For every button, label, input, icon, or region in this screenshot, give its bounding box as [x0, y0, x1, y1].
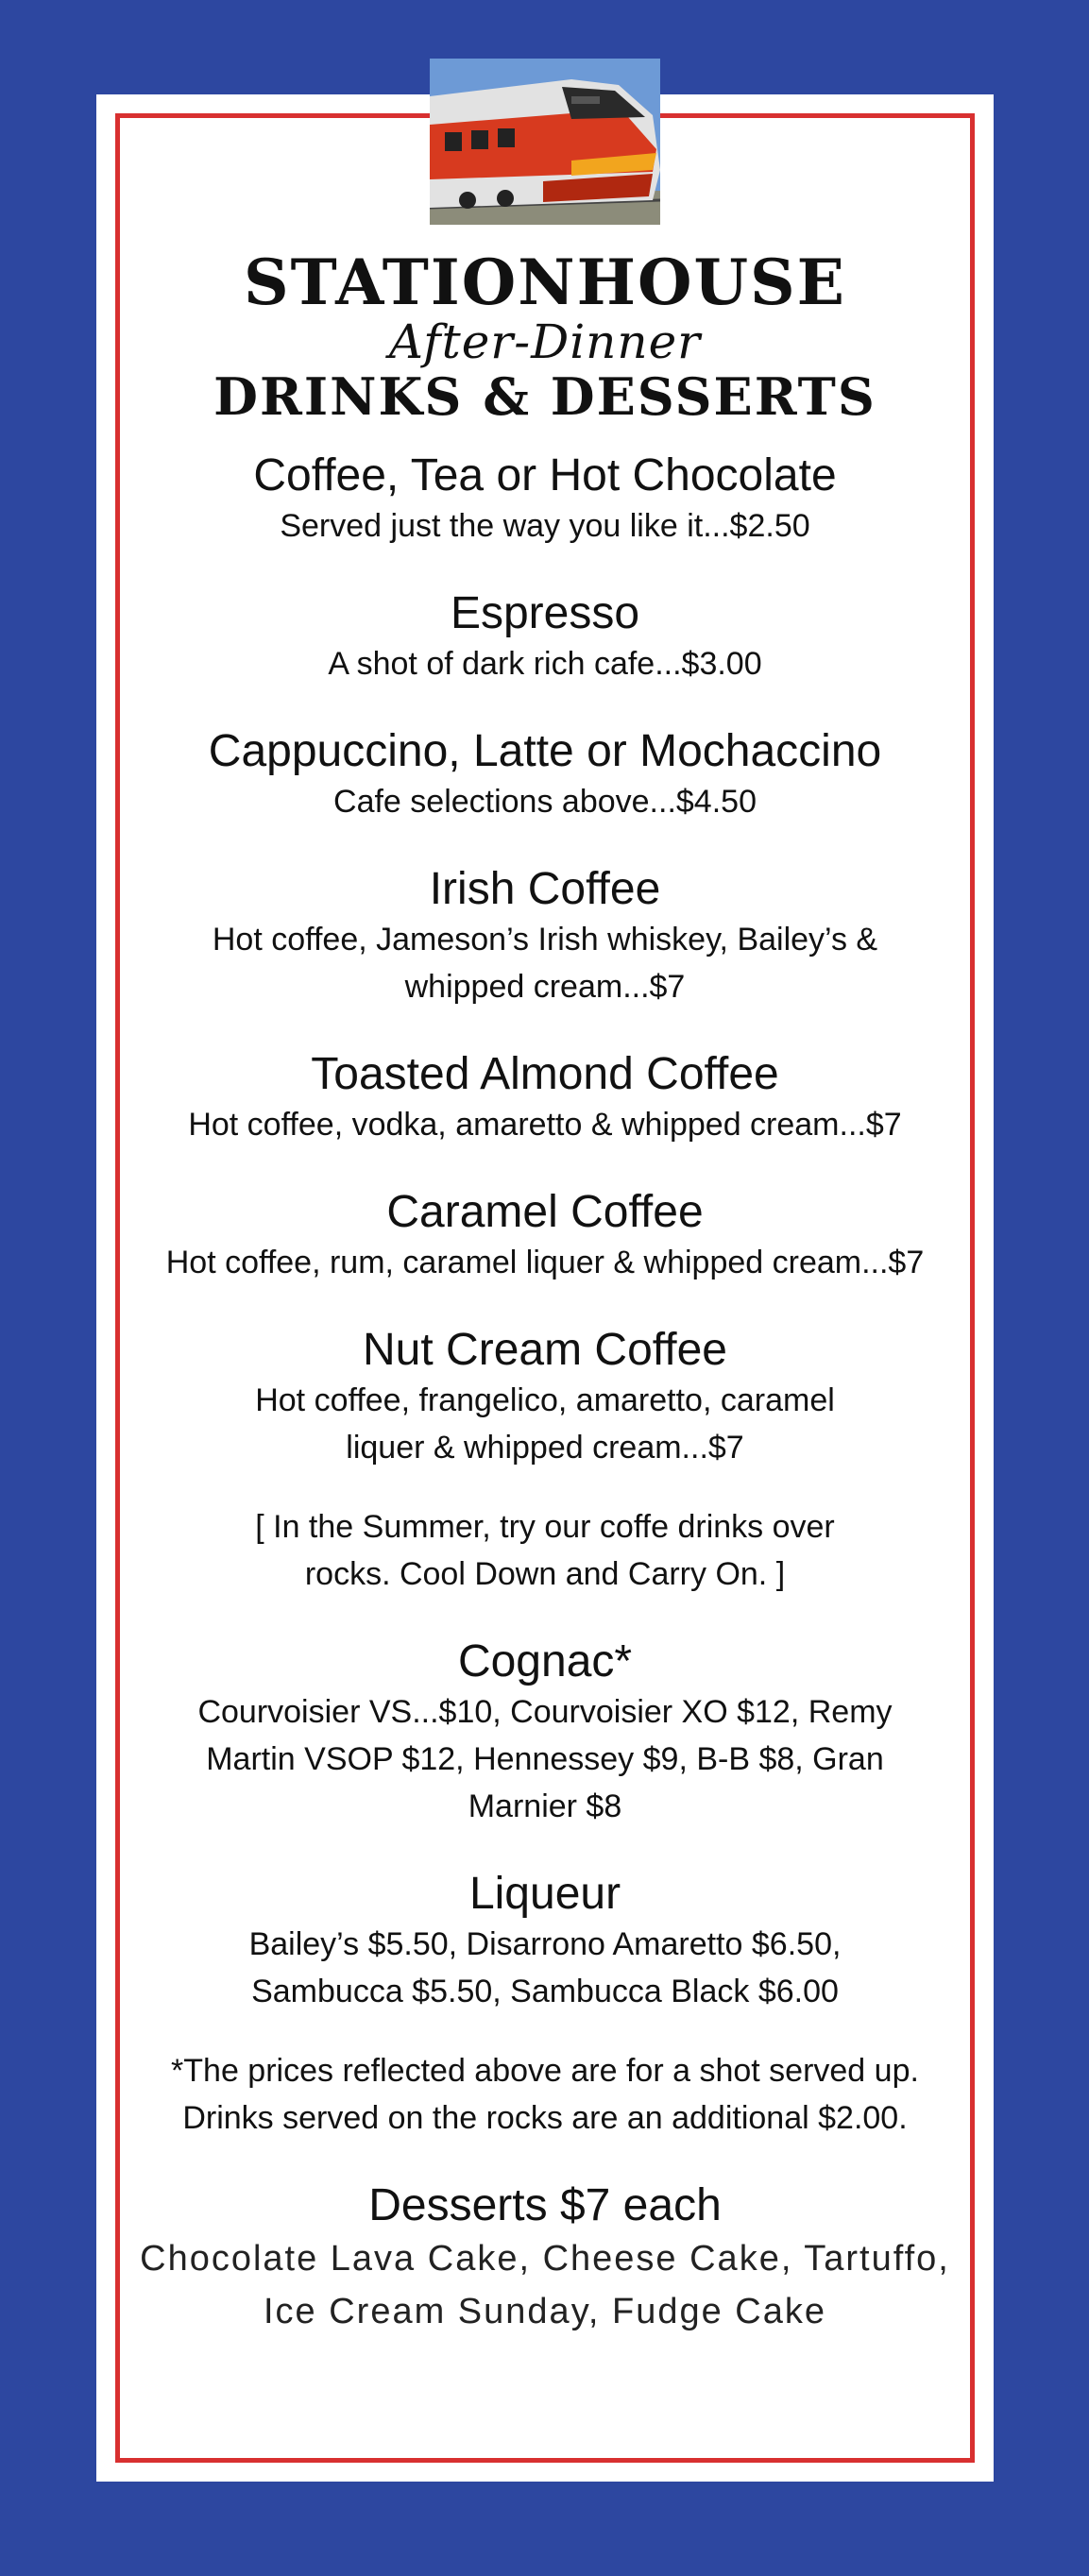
menu-subtitle-script: After-Dinner: [388, 314, 702, 369]
item-name: Coffee, Tea or Hot Chocolate: [253, 450, 837, 500]
item-name: Cappuccino, Latte or Mochaccino: [208, 726, 882, 776]
item-description: Served just the way you like it...$2.50: [280, 508, 810, 544]
menu-item: [134, 1048, 956, 1148]
menu-item: [134, 725, 956, 825]
menu-item-cognac: [134, 1635, 956, 1830]
menu-item-liqueur: [134, 1868, 956, 2015]
item-description: Hot coffee, rum, caramel liquer & whipped cream...$7: [165, 1245, 925, 1280]
desserts-list: Chocolate Lava Cake, Cheese Cake, Tartuffo, Ice Cream Sunday, Fudge Cake: [140, 2239, 950, 2331]
item-name: Irish Coffee: [429, 864, 661, 914]
item-name: Caramel Coffee: [386, 1187, 704, 1237]
item-name: Nut Cream Coffee: [363, 1325, 727, 1375]
menu-subtitle: DRINKS & DESSERTS: [213, 366, 876, 427]
item-name: Cognac*: [457, 1636, 633, 1686]
item-name: Liqueur: [468, 1869, 621, 1919]
desserts-heading: Desserts $7 each: [368, 2180, 722, 2230]
item-name: Espresso: [450, 588, 640, 638]
menu-card: [96, 94, 994, 2482]
desserts-section: [134, 2179, 956, 2338]
menu-content: [134, 247, 956, 2338]
item-description: Hot coffee, frangelico, amaretto, caramel liquer & whipped cream...$7: [255, 1382, 835, 1466]
menu-title: [134, 247, 956, 427]
menu-item: [134, 587, 956, 687]
menu-item: [134, 1324, 956, 1471]
item-description: Hot coffee, vodka, amaretto & whipped cream...$7: [188, 1107, 902, 1143]
menu-item: [134, 863, 956, 1010]
summer-note: [ In the Summer, try our coffe drinks over rocks. Cool Down and Carry On. ]: [255, 1509, 835, 1592]
menu-item: [134, 1186, 956, 1286]
restaurant-name: STATIONHOUSE: [244, 246, 846, 319]
item-description: A shot of dark rich cafe...$3.00: [328, 646, 762, 682]
item-description: Cafe selections above...$4.50: [333, 784, 757, 820]
item-description: Bailey’s $5.50, Disarrono Amaretto $6.50, Sambucca $5.50, Sambucca Black $6.00: [248, 1926, 842, 2009]
menu-item: [134, 449, 956, 550]
price-note: *The prices reflected above are for a shot served up. Drinks served on the rocks are an additional $2.00.: [171, 2053, 919, 2136]
item-description: Hot coffee, Jameson’s Irish whiskey, Bailey’s & whipped cream...$7: [212, 922, 878, 1005]
train-locomotive-icon: [430, 59, 660, 225]
item-description: Courvoisier VS...$10, Courvoisier XO $12, Remy Martin VSOP $12, Hennessey $9, B-B $8, Gran Marnier $8: [197, 1694, 893, 1824]
item-name: Toasted Almond Coffee: [311, 1049, 779, 1099]
